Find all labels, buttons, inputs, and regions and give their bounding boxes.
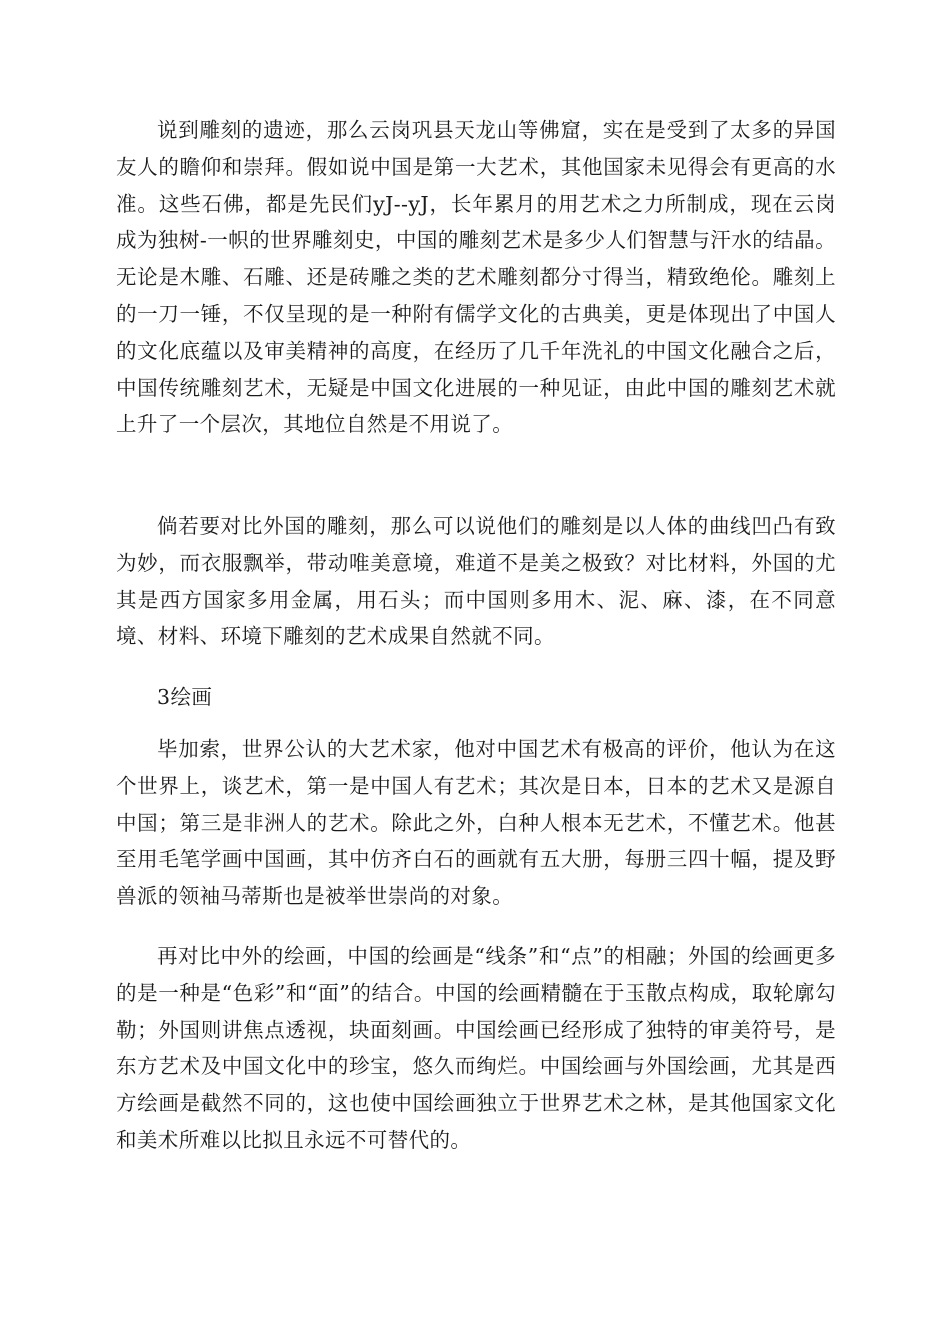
paragraph-picasso: 毕加索，世界公认的大艺术家，他对中国艺术有极高的评价，他认为在这个世界上，谈艺术，第一是中国人有艺术；其次是日本，日本的艺术又是源自中国；第三是非洲人的艺术。除此之外，白种人根本无艺术，不懂艺术。他甚至用毛笔学画中国画，其中仿齐白石的画就有五大册，每册三四十幅，提及野兽派的领袖马蒂斯也是被举世崇尚的对象。 — [116, 737, 836, 909]
paragraph-sculpture-comparison: 倘若要对比外国的雕刻，那么可以说他们的雕刻是以人体的曲线凹凸有致为妙，而衣服飘举，带动唯美意境，难道不是美之极致？对比材料，外国的尤其是西方国家多用金属，用石头；而中国则多用木、泥、麻、漆，在不同意境、材料、环境下雕刻的艺术成果自然就不同。 — [116, 514, 836, 649]
paragraph-painting-comparison: 再对比中外的绘画，中国的绘画是“线条”和“点”的相融；外国的绘画更多的是一种是“色彩”和“面”的结合。中国的绘画精髓在于玉散点构成，取轮廓勾勒；外国则讲焦点透视，块面刻画。中国绘画已经形成了独特的审美符号，是东方艺术及中国文化中的珍宝，悠久而绚烂。中国绘画与外国绘画，尤其是西方绘画是截然不同的，这也使中国绘画独立于世界艺术之林，是其他国家文化和美术所难以比拟且永远不可替代的。 — [116, 944, 836, 1152]
paragraph-sculpture-heritage: 说到雕刻的遗迹，那么云岗巩县天龙山等佛窟，实在是受到了太多的异国友人的瞻仰和崇拜。假如说中国是第一大艺术，其他国家未见得会有更高的水准。这些石佛，都是先民们yJ--yJ，长年累月的用艺术之力所制成，现在云岗成为独树-一帜的世界雕刻史，中国的雕刻艺术是多少人们智慧与汗水的结晶。无论是木雕、石雕、还是砖雕之类的艺术雕刻都分寸得当，精致绝伦。雕刻上的一刀一锤，不仅呈现的是一种附有儒学文化的古典美，更是体现出了中国人的文化底蕴以及审美精神的高度，在经历了几千年洗礼的中国文化融合之后，中国传统雕刻艺术，无疑是中国文化进展的一种见证，由此中国的雕刻艺术就上升了一个层次，其地位自然是不用说了。 — [116, 118, 836, 437]
section-heading-painting: 3绘画 — [157, 685, 213, 709]
